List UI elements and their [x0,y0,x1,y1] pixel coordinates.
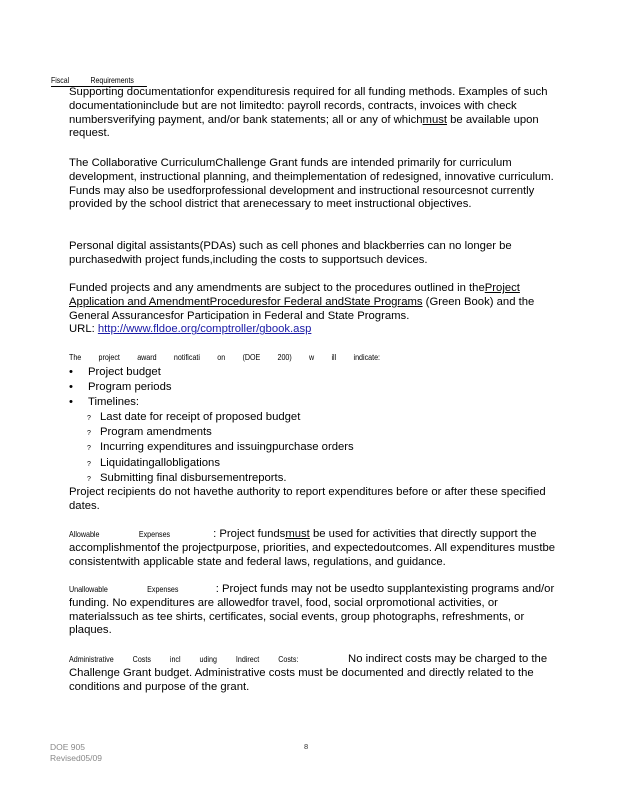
allowable-text-b: be used for activities that directly support the accomplishmentof the projectpurpose, priorities, and expectedoutcomes. All expenditures mustbe consistentwith applicable state and federal laws, regulations, and guidance. [69,528,556,568]
timeline-text: Incurring expenditures and issuingpurchase orders [100,441,354,454]
recipients-paragraph [69,486,569,514]
p1-end: be available upon request. [69,113,539,140]
timeline-text: Last date for receipt of proposed budget [100,411,301,423]
timeline-item [52,471,552,486]
bullet-text: Project budget [88,366,161,378]
p1-text: Supporting documentationfor expendituresis required for all funding methods. Examples of such documentationinclude but are not limitedto: payroll records, contracts, invoices with check numbersverifying payment, and/or bank statements; all or any of which [69,86,548,126]
bullet-text: Program periods [88,381,172,393]
bullet-glyph: • [69,381,73,393]
timeline-text: Submitting final disbursementreports. [100,471,287,484]
timeline-item [52,425,552,440]
timeline-text: Program amendments [100,426,212,439]
page-number: 8 [304,742,309,751]
bullet-glyph: • [69,396,73,408]
p1-must: must [422,113,448,126]
timeline-item [52,440,552,455]
collaborative-grant-paragraph [69,157,569,212]
timeline-item [52,410,552,425]
sub-bullet-glyph: ? [87,475,91,483]
bullet-glyph: • [69,366,73,378]
award-notification-heading [69,351,569,365]
allowable-colon: : [209,528,217,540]
unallowable-label: Unallowable Expenses [69,584,179,594]
award-bullets [52,365,552,486]
admin-label: Administrative Costs incl uding Indirect Costs: [69,654,299,664]
supporting-documentation-paragraph [69,86,569,141]
p4-text-a: Funded projects and any amendments are subject to the procedures outlined in the [69,282,485,294]
allowable-expenses-paragraph [69,528,569,569]
funded-projects-paragraph [69,282,569,337]
allowable-text-a: Project funds [216,528,286,540]
sub-bullet-glyph: ? [87,445,91,453]
green-book-title: Project Application and AmendmentProceduresfor Federal andState Programs [69,282,520,308]
admin-text: No indirect costs may be charged to the Challenge Grant budget. Administrative costs must be documented and directly related to the conditions and purpose of the grant. [69,653,548,693]
administrative-costs-paragraph [69,653,569,694]
footer-form-id [50,742,102,763]
sub-bullet-glyph: ? [87,430,91,438]
p5-text: Project recipients do not havethe authority to report expenditures before or after these specified dates. [69,486,546,512]
allowable-must: must [285,528,310,540]
heading-word-fiscal: Fiscal [51,75,70,85]
unallowable-expenses-paragraph [69,583,569,638]
p2-text: The Collaborative CurriculumChallenge Grant funds are intended primarily for curriculum development, instructional planning, and theimplementation of redesigned, innovative curriculum. Funds may also be usedforprofessional development and instructional resourcesnot currently provided by the school district that arenecessary to meet instructional objectives. [69,157,554,211]
sub-bullet-glyph: ? [87,415,91,422]
unallowable-text: : Project funds may not be usedto supplantexisting programs and/or funding. No expenditures are allowedfor travel, food, social orpromotional activities, or materialssuch as tee shirts, certificates, social events, group photographs, refreshments, or plaques. [69,583,555,637]
sub-bullet-glyph: ? [87,460,91,468]
bullet-text: Timelines: [88,396,140,408]
url-label: URL: [69,323,98,336]
footer-doe-number: DOE 905 [50,742,85,752]
green-book-link[interactable]: http://www.fldoe.org/comptroller/gbook.asp [97,323,312,336]
timeline-text: Liquidatingallobligations [100,456,220,469]
p3-text: Personal digital assistants(PDAs) such as cell phones and blackberries can no longer be purchasedwith project funds,including the costs to supportsuch devices. [69,240,512,266]
bullet-item [52,395,552,410]
bullet-item [52,380,552,395]
pda-paragraph [69,240,569,268]
footer-revised-date: Revised05/09 [50,752,102,763]
heading-word-requirements: Requirements [90,75,134,85]
timeline-item [52,456,552,471]
award-heading-text: The project award notificati on (DOE 200) w ill indicate: [69,352,381,362]
bullet-item [52,365,552,380]
p4-text-c: (Green Book) and the General Assurancesfor Participation in Federal and State Programs. [69,295,535,322]
allowable-label: Allowable Expenses [69,529,171,539]
